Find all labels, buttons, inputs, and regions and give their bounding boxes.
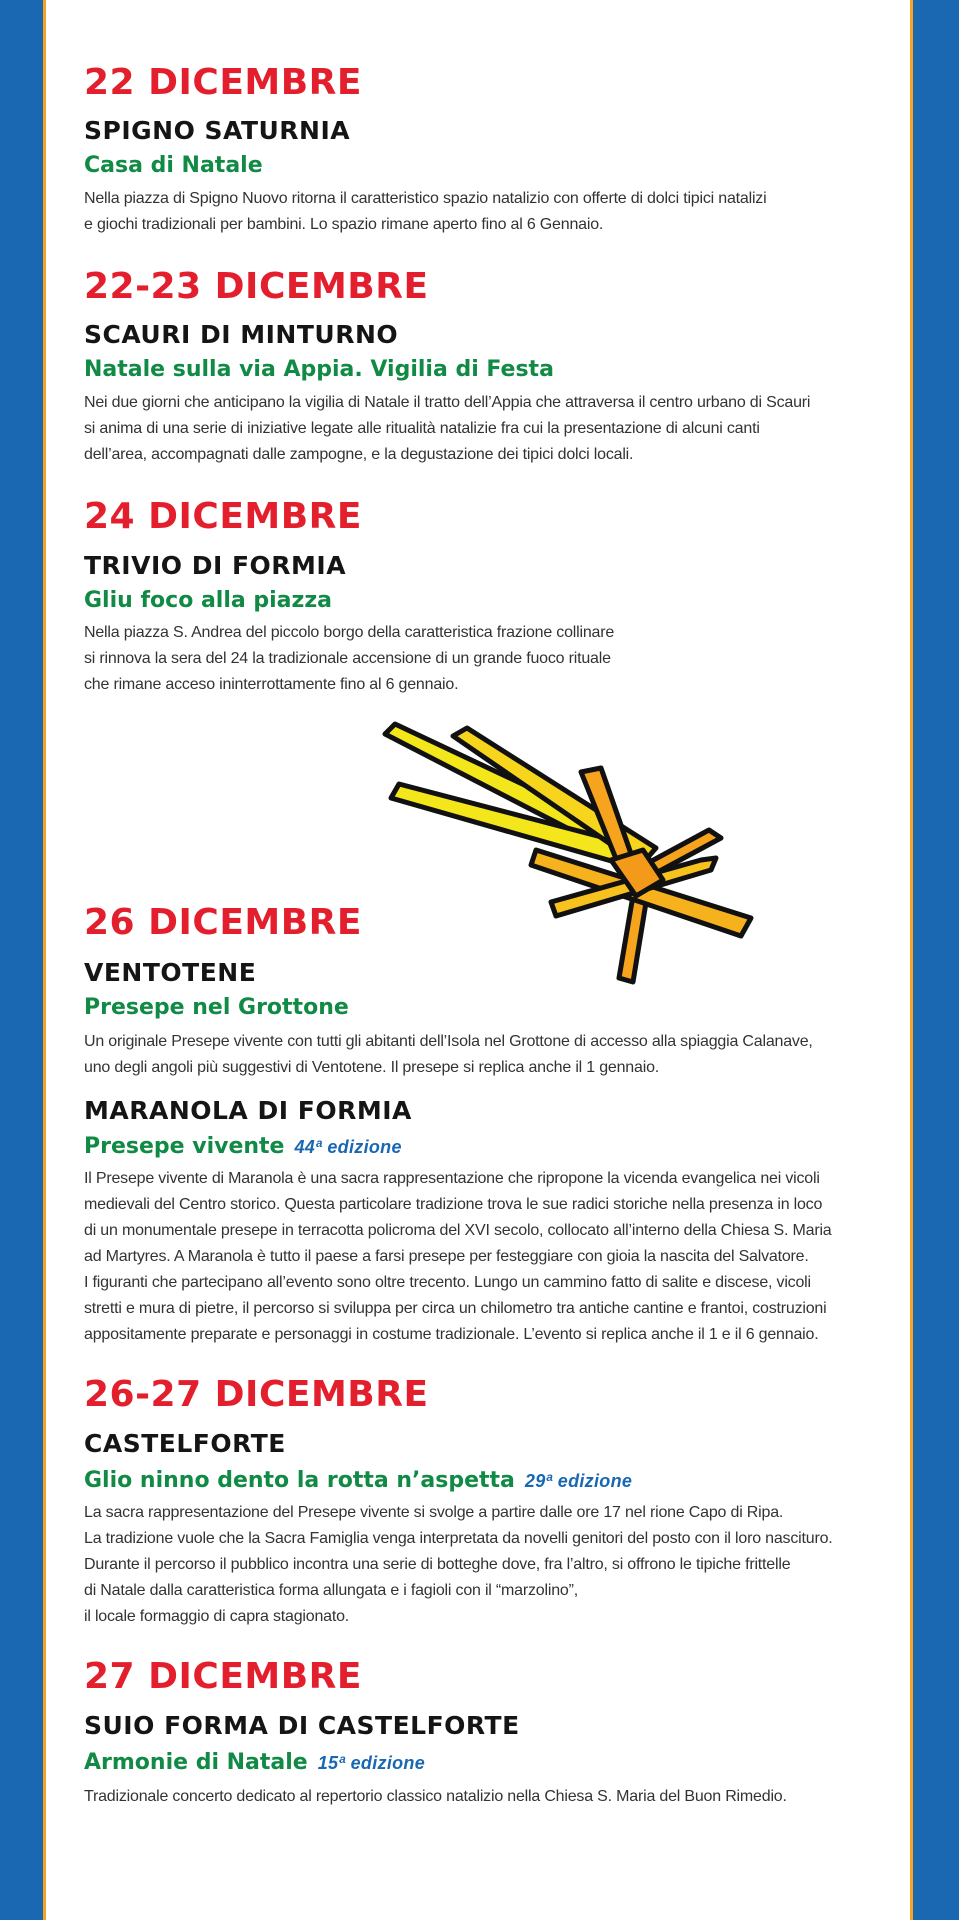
description-line: medievali del Centro storico. Questa particolare tradizione trova le sue radici storiche nella presenza in loco [84, 1196, 823, 1213]
description-line: Nella piazza S. Andrea del piccolo borgo della caratteristica frazione collinare [84, 624, 615, 641]
right-orange-stripe [910, 0, 913, 1920]
description-line: appositamente preparate e personaggi in costume tradizionale. L’evento si replica anche il 1 e il 6 gennaio. [84, 1326, 819, 1343]
description-line: e giochi tradizionali per bambini. Lo spazio rimane aperto fino al 6 Gennaio. [84, 216, 604, 233]
shooting-star-icon [381, 720, 861, 1020]
event-title: Natale sulla via Appia. Vigilia di Festa [84, 357, 554, 382]
edition-label: 44ª edizione [294, 1137, 402, 1157]
description-line: I figuranti che partecipano all’evento sono oltre trecento. Lungo un cammino fatto di salite e discese, vicoli [84, 1274, 811, 1291]
event-date: 22-23 DICEMBRE [84, 266, 429, 307]
event-title-text: Armonie di Natale [84, 1750, 308, 1775]
event-title-text: Glio ninno dento la rotta n’aspetta [84, 1468, 515, 1493]
description-line: si rinnova la sera del 24 la tradizionale accensione di un grande fuoco rituale [84, 650, 611, 667]
event-place: SCAURI DI MINTURNO [84, 320, 399, 349]
description-line: di un monumentale presepe in terracotta policroma del XVI secolo, collocato all’interno della Chiesa S. Maria [84, 1222, 832, 1239]
description-line: Nei due giorni che anticipano la vigilia di Natale il tratto dell’Appia che attraversa il centro urbano di Scauri [84, 394, 811, 411]
event-description [84, 1029, 884, 1081]
event-description [84, 620, 884, 698]
description-line: si anima di una serie di iniziative legate alle ritualità natalizie fra cui la presentazione di alcuni canti [84, 420, 760, 437]
event-date: 22 DICEMBRE [84, 62, 362, 103]
event-title [84, 1750, 425, 1775]
description-line: che rimane acceso ininterrottamente fino al 6 gennaio. [84, 676, 459, 693]
event-title [84, 1134, 402, 1159]
description-line: dell’area, accompagnati dalle zampogne, e la degustazione dei tipici dolci locali. [84, 446, 634, 463]
event-date: 26 DICEMBRE [84, 902, 362, 943]
description-line: stretti e mura di pietre, il percorso si sviluppa per circa un chilometro tra antiche cantine e frantoi, costruzioni [84, 1300, 827, 1317]
event-description [84, 1166, 884, 1348]
event-description [84, 390, 884, 468]
description-line: La sacra rappresentazione del Presepe vivente si svolge a partire dalle ore 17 nel rione Capo di Ripa. [84, 1504, 784, 1521]
event-title: Presepe nel Grottone [84, 995, 349, 1020]
description-line: Durante il percorso il pubblico incontra una serie di botteghe dove, fra l’altro, si offrono le tipiche frittelle [84, 1556, 791, 1573]
edition-label: 15ª edizione [317, 1753, 426, 1773]
event-title: Casa di Natale [84, 153, 263, 178]
description-line: Un originale Presepe vivente con tutti gli abitanti dell’Isola nel Grottone di accesso alla spiaggia Calanave, [84, 1033, 813, 1050]
brochure-page [46, 0, 910, 1920]
description-line: Tradizionale concerto dedicato al repertorio classico natalizio nella Chiesa S. Maria del Buon Rimedio. [84, 1788, 787, 1805]
event-title-text: Presepe vivente [84, 1134, 285, 1159]
event-description [84, 186, 884, 238]
event-date: 24 DICEMBRE [84, 496, 362, 537]
event-place: TRIVIO DI FORMIA [84, 551, 347, 580]
event-place: SUIO FORMA DI CASTELFORTE [84, 1711, 520, 1740]
description-line: La tradizione vuole che la Sacra Famiglia venga interpretata da novelli genitori del posto con il loro nascituro. [84, 1530, 833, 1547]
description-line: uno degli angoli più suggestivi di Ventotene. Il presepe si replica anche il 1 gennaio. [84, 1059, 660, 1076]
event-title: Gliu foco alla piazza [84, 588, 332, 613]
event-description [84, 1500, 884, 1630]
event-place: SPIGNO SATURNIA [84, 116, 351, 145]
event-date: 27 DICEMBRE [84, 1656, 362, 1697]
event-date: 26-27 DICEMBRE [84, 1374, 429, 1415]
event-title [84, 1468, 632, 1493]
description-line: ad Martyres. A Maranola è tutto il paese a farsi presepe per festeggiare con gioia la nascita del Salvatore. [84, 1248, 809, 1265]
event-place: MARANOLA DI FORMIA [84, 1096, 412, 1125]
description-line: di Natale dalla caratteristica forma allungata e i fagioli con il “marzolino”, [84, 1582, 578, 1599]
event-description [84, 1784, 884, 1810]
edition-label: 29ª edizione [524, 1471, 633, 1491]
event-place: CASTELFORTE [84, 1429, 286, 1458]
event-place: VENTOTENE [84, 958, 257, 987]
description-line: Il Presepe vivente di Maranola è una sacra rappresentazione che ripropone la vicenda evangelica nei vicoli [84, 1170, 820, 1187]
description-line: Nella piazza di Spigno Nuovo ritorna il caratteristico spazio natalizio con offerte di dolci tipici natalizi [84, 190, 767, 207]
description-line: il locale formaggio di capra stagionato. [84, 1608, 350, 1625]
